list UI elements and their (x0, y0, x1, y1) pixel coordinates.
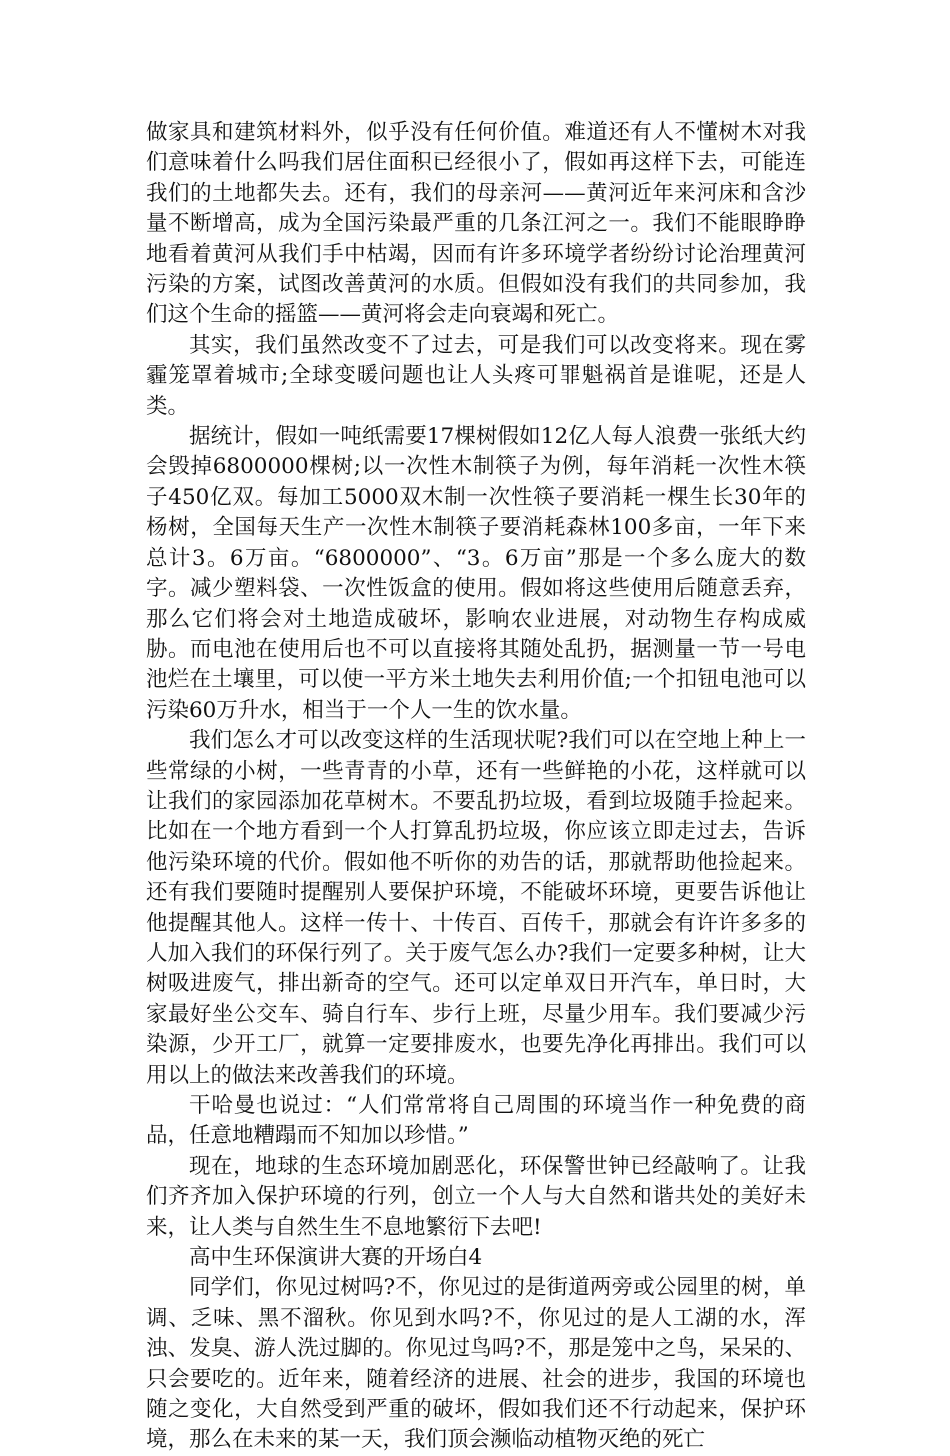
paragraph-change-future: 其实，我们虽然改变不了过去，可是我们可以改变将来。现在雾霾笼罩着城市;全球变暖问题也让人头疼可罪魁祸首是谁呢，还是人类。 (146, 332, 806, 419)
document-body (146, 118, 806, 1456)
section-heading: 高中生环保演讲大赛的开场白4 (189, 1245, 483, 1271)
paragraph-call-to-action: 现在，地球的生态环境加剧恶化，环保警世钟已经敲响了。让我们齐齐加入保护环境的行列，创立一个人与大自然和谐共处的美好未来，让人类与自然生生不息地繁衍下去吧! (146, 1153, 806, 1240)
paragraph-opening-speech: 同学们，你见过树吗?不，你见过的是街道两旁或公园里的树，单调、乏味、黑不溜秋。你见到水吗?不，你见过的是人工湖的水，浑浊、发臭、游人洗过脚的。你见过鸟吗?不，那是笼中之鸟，呆呆的、只会要吃的。近年来，随着经济的进展、社会的进步，我国的环境也随之变化，大自然受到严重的破坏，假如我们还不行动起来，保护环境，那么在未来的某一天，我们顶会濒临动植物灭绝的死亡 (146, 1275, 806, 1453)
paragraph-quote: 干哈曼也说过：“人们常常将自己周围的环境当作一种免费的商品，任意地糟蹋而不知加以珍惜。” (146, 1093, 806, 1149)
paragraph-statistics: 据统计，假如一吨纸需要17棵树假如12亿人每人浪费一张纸大约会毁掉6800000棵树;以一次性木制筷子为例，每年消耗一次性木筷子450亿双。每加工5000双木制一次性筷子要消耗一棵生长30年的杨树，全国每天生产一次性木制筷子要消耗森林100多亩，一年下来总计3。6万亩。“6800000”、“3。6万亩”那是一个多么庞大的数字。减少塑料袋、一次性饭盒的使用。假如将这些使用后随意丢弃，那么它们将会对土地造成破坏，影响农业进展，对动物生存构成威胁。而电池在使用后也不可以直接将其随处乱扔，据测量一节一号电池烂在土壤里，可以使一平方米土地失去利用价值;一个扣钮电池可以污染60万升水，相当于一个人一生的饮水量。 (146, 424, 806, 723)
paragraph-how-to-change: 我们怎么才可以改变这样的生活现状呢?我们可以在空地上种上一些常绿的小树，一些青青的小草，还有一些鲜艳的小花，这样就可以让我们的家园添加花草树木。不要乱扔垃圾，看到垃圾随手捡起来。比如在一个地方看到一个人打算乱扔垃圾，你应该立即走过去，告诉他污染环境的代价。假如他不听你的劝告的话，那就帮助他捡起来。还有我们要随时提醒别人要保护环境，不能破坏环境，更要告诉他让他提醒其他人。这样一传十、十传百、百传千，那就会有许许多多的人加入我们的环保行列了。关于废气怎么办?我们一定要多种树，让大树吸进废气，排出新奇的空气。还可以定单双日开汽车，单日时，大家最好坐公交车、骑自行车、步行上班，尽量少用车。我们要减少污染源，少开工厂，就算一定要排废水，也要先净化再排出。我们可以用以上的做法来改善我们的环境。 (146, 728, 806, 1088)
paragraph-trees-and-yellow-river: 做家具和建筑材料外，似乎没有任何价值。难道还有人不懂树木对我们意味着什么吗我们居住面积已经很小了，假如再这样下去，可能连我们的土地都失去。还有，我们的母亲河——黄河近年来河床和含沙量不断增高，成为全国污染最严重的几条江河之一。我们不能眼睁睁地看着黄河从我们手中枯竭，因而有许多环境学者纷纷讨论治理黄河污染的方案，试图改善黄河的水质。但假如没有我们的共同参加，我们这个生命的摇篮——黄河将会走向衰竭和死亡。 (146, 120, 806, 328)
